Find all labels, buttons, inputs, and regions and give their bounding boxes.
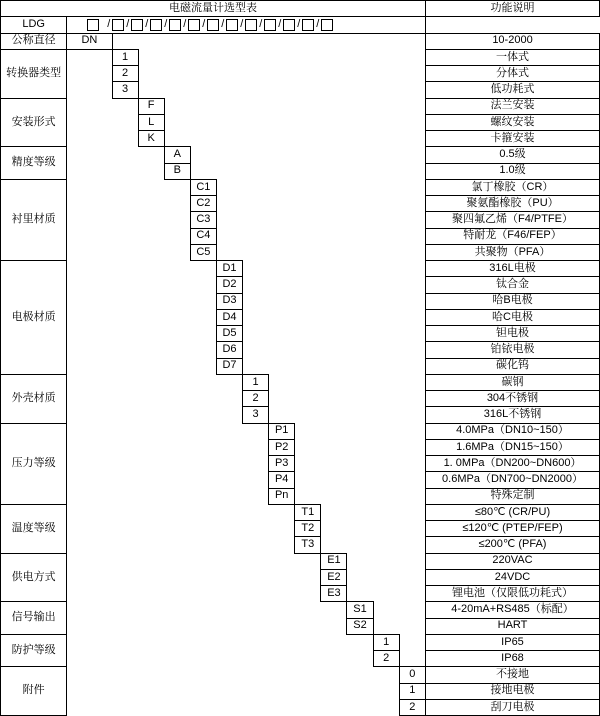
desc-pressure-4: 0.6MPa（DN700~DN2000） <box>426 472 600 488</box>
row-spacer-converter-type-a <box>67 49 112 98</box>
code-slash-4: / <box>164 18 168 30</box>
row-spacer-signal-b1 <box>373 602 425 618</box>
row-spacer-power-a <box>67 553 321 602</box>
row-label-nominal-diameter: 公称直径 <box>1 33 67 49</box>
row-spacer-electrode-b3 <box>243 293 426 309</box>
row-spacer-signal-a <box>67 602 347 635</box>
row-spacer-protection-a <box>67 634 373 667</box>
row-label-converter-type: 转换器类型 <box>1 49 67 98</box>
desc-power-3: 锂电池（仅限低功耗式） <box>426 586 600 602</box>
code-box-11 <box>283 19 295 31</box>
code-electrode-4: D4 <box>216 309 242 325</box>
row-spacer-power-b2 <box>347 569 426 585</box>
desc-converter-type-2: 分体式 <box>426 66 600 82</box>
code-lining-2: C2 <box>190 196 216 212</box>
desc-pressure-5: 特殊定制 <box>426 488 600 504</box>
row-spacer-install-b2 <box>164 114 425 130</box>
code-box-13 <box>321 19 333 31</box>
row-spacer-nominal-diameter <box>112 33 426 49</box>
code-install-type-3: K <box>138 131 164 147</box>
row-protection-1 <box>1 634 600 650</box>
row-spacer-electrode-b6 <box>243 342 426 358</box>
code-electrode-3: D3 <box>216 293 242 309</box>
row-label-install-type: 安装形式 <box>1 98 67 147</box>
row-spacer-protection-b1 <box>399 634 425 650</box>
code-lining-5: C5 <box>190 244 216 260</box>
code-pressure-1: P1 <box>269 423 295 439</box>
desc-lining-3: 聚四氟乙烯（F4/PTFE） <box>426 212 600 228</box>
model-code-row <box>1 17 600 33</box>
code-slash-6: / <box>202 18 206 30</box>
row-temperature-1 <box>1 504 600 520</box>
row-accuracy-1 <box>1 147 600 163</box>
row-spacer-accuracy-b1 <box>190 147 425 163</box>
code-accessory-2: 1 <box>399 683 425 699</box>
desc-temperature-3: ≤200℃ (PFA) <box>426 537 600 553</box>
code-slash-5: / <box>183 18 187 30</box>
code-electrode-5: D5 <box>216 326 242 342</box>
row-spacer-install-b3 <box>164 131 425 147</box>
code-slash-8: / <box>240 18 244 30</box>
row-spacer-housing-b2 <box>269 391 426 407</box>
code-signal-1: S1 <box>347 602 373 618</box>
row-spacer-pressure-b4 <box>295 472 426 488</box>
row-spacer-lining-a <box>67 179 191 260</box>
code-box-12 <box>302 19 314 31</box>
desc-power-1: 220VAC <box>426 553 600 569</box>
code-box-9 <box>245 19 257 31</box>
row-label-protection: 防护等级 <box>1 634 67 667</box>
row-spacer-pressure-b2 <box>295 439 426 455</box>
code-temperature-3: T3 <box>295 537 321 553</box>
code-lining-1: C1 <box>190 179 216 195</box>
row-power-1 <box>1 553 600 569</box>
code-slash-11: / <box>297 18 301 30</box>
row-spacer-housing-b3 <box>269 407 426 423</box>
row-spacer-electrode-b4 <box>243 309 426 325</box>
code-converter-type-1: 1 <box>112 49 138 65</box>
code-housing-3: 3 <box>243 407 269 423</box>
row-signal-1 <box>1 602 600 618</box>
row-spacer-electrode-b5 <box>243 326 426 342</box>
desc-electrode-1: 316L电极 <box>426 261 600 277</box>
desc-electrode-4: 哈C电极 <box>426 309 600 325</box>
code-pressure-4: P4 <box>269 472 295 488</box>
row-spacer-lining-b1 <box>216 179 425 195</box>
row-spacer-temperature-b3 <box>321 537 426 553</box>
desc-temperature-1: ≤80℃ (CR/PU) <box>426 504 600 520</box>
row-spacer-housing-b1 <box>269 374 426 390</box>
desc-accuracy-1: 0.5级 <box>426 147 600 163</box>
code-signal-2: S2 <box>347 618 373 634</box>
row-spacer-temperature-a <box>67 504 295 553</box>
row-spacer-electrode-b2 <box>243 277 426 293</box>
desc-accuracy-2: 1.0级 <box>426 163 600 179</box>
code-power-2: E2 <box>321 569 347 585</box>
desc-electrode-2: 钛合金 <box>426 277 600 293</box>
desc-electrode-6: 铂铱电极 <box>426 342 600 358</box>
code-box-5 <box>169 19 181 31</box>
desc-electrode-5: 钽电极 <box>426 326 600 342</box>
desc-install-type-2: 螺纹安装 <box>426 114 600 130</box>
desc-housing-2: 304不锈钢 <box>426 391 600 407</box>
code-box-3 <box>131 19 143 31</box>
code-slash-9: / <box>259 18 263 30</box>
row-desc-nominal-diameter: 10-2000 <box>426 33 600 49</box>
code-accessory-1: 0 <box>399 667 425 683</box>
row-spacer-power-b1 <box>347 553 426 569</box>
code-pressure-3: P3 <box>269 456 295 472</box>
row-spacer-pressure-b5 <box>295 488 426 504</box>
code-protection-1: 1 <box>373 634 399 650</box>
desc-lining-2: 聚氨酯橡胶（PU） <box>426 196 600 212</box>
desc-electrode-7: 碳化钨 <box>426 358 600 374</box>
desc-protection-2: IP68 <box>426 651 600 667</box>
desc-housing-1: 碳钢 <box>426 374 600 390</box>
row-spacer-pressure-b1 <box>295 423 426 439</box>
desc-install-type-3: 卡箍安装 <box>426 131 600 147</box>
code-box-8 <box>226 19 238 31</box>
desc-protection-1: IP65 <box>426 634 600 650</box>
code-slash-1: / <box>107 18 111 30</box>
model-code-desc-spacer <box>426 17 600 33</box>
row-lining-1 <box>1 179 600 195</box>
code-slash-10: / <box>278 18 282 30</box>
model-prefix: LDG <box>1 17 67 33</box>
row-spacer-lining-b4 <box>216 228 425 244</box>
row-nominal-diameter <box>1 33 600 49</box>
row-label-accuracy: 精度等级 <box>1 147 67 180</box>
row-spacer-housing-a <box>67 374 243 423</box>
row-spacer-converter-type-b2 <box>138 66 425 82</box>
desc-signal-2: HART <box>426 618 600 634</box>
row-spacer-electrode-b1 <box>243 261 426 277</box>
code-electrode-6: D6 <box>216 342 242 358</box>
code-pressure-2: P2 <box>269 439 295 455</box>
row-label-housing: 外壳材质 <box>1 374 67 423</box>
code-converter-type-2: 2 <box>112 66 138 82</box>
row-code-dn: DN <box>67 33 112 49</box>
desc-pressure-2: 1.6MPa（DN15~150） <box>426 439 600 455</box>
code-install-type-2: L <box>138 114 164 130</box>
row-spacer-accessory-a <box>67 667 399 716</box>
row-spacer-power-b3 <box>347 586 426 602</box>
desc-housing-3: 316L不锈钢 <box>426 407 600 423</box>
code-lining-4: C4 <box>190 228 216 244</box>
code-slash-7: / <box>221 18 225 30</box>
desc-accessory-3: 刮刀电极 <box>426 699 600 715</box>
row-label-pressure: 压力等级 <box>1 423 67 504</box>
row-spacer-pressure-b3 <box>295 456 426 472</box>
row-spacer-lining-b5 <box>216 244 425 260</box>
row-spacer-electrode-a <box>67 261 217 375</box>
code-box-10 <box>264 19 276 31</box>
code-housing-1: 1 <box>243 374 269 390</box>
row-label-temperature: 温度等级 <box>1 504 67 553</box>
code-accuracy-2: B <box>164 163 190 179</box>
code-power-3: E3 <box>321 586 347 602</box>
table-title: 电磁流量计选型表 <box>1 1 426 17</box>
code-temperature-2: T2 <box>295 521 321 537</box>
desc-lining-4: 特耐龙（F46/FEP） <box>426 228 600 244</box>
row-spacer-signal-b2 <box>373 618 425 634</box>
row-pressure-1 <box>1 423 600 439</box>
row-spacer-converter-type-b3 <box>138 82 425 98</box>
code-slash-2: / <box>126 18 130 30</box>
row-spacer-electrode-b7 <box>243 358 426 374</box>
desc-install-type-1: 法兰安装 <box>426 98 600 114</box>
code-install-type-1: F <box>138 98 164 114</box>
table-header-row <box>1 1 600 17</box>
row-spacer-pressure-a <box>67 423 269 504</box>
desc-power-2: 24VDC <box>426 569 600 585</box>
row-spacer-converter-type-b1 <box>138 49 425 65</box>
desc-accessory-1: 不接地 <box>426 667 600 683</box>
desc-electrode-3: 哈B电极 <box>426 293 600 309</box>
code-pressure-5: Pn <box>269 488 295 504</box>
code-power-1: E1 <box>321 553 347 569</box>
row-label-lining: 衬里材质 <box>1 179 67 260</box>
code-box-6 <box>188 19 200 31</box>
row-label-accessory: 附件 <box>1 667 67 716</box>
code-box-4 <box>150 19 162 31</box>
code-lining-3: C3 <box>190 212 216 228</box>
desc-converter-type-3: 低功耗式 <box>426 82 600 98</box>
code-box-2 <box>112 19 124 31</box>
model-code-boxes <box>67 17 426 33</box>
row-spacer-protection-b2 <box>399 651 425 667</box>
row-electrode-1 <box>1 261 600 277</box>
code-box-7 <box>207 19 219 31</box>
code-temperature-1: T1 <box>295 504 321 520</box>
desc-converter-type-1: 一体式 <box>426 49 600 65</box>
row-housing-1 <box>1 374 600 390</box>
row-accessory-1 <box>1 667 600 683</box>
code-electrode-7: D7 <box>216 358 242 374</box>
row-label-power: 供电方式 <box>1 553 67 602</box>
code-converter-type-3: 3 <box>112 82 138 98</box>
desc-pressure-1: 4.0MPa（DN10~150） <box>426 423 600 439</box>
row-spacer-lining-b3 <box>216 212 425 228</box>
desc-accessory-2: 接地电极 <box>426 683 600 699</box>
row-label-signal: 信号输出 <box>1 602 67 635</box>
code-electrode-2: D2 <box>216 277 242 293</box>
code-box-1 <box>87 19 99 31</box>
row-spacer-accuracy-a <box>67 147 164 180</box>
row-spacer-install-a <box>67 98 138 147</box>
code-electrode-1: D1 <box>216 261 242 277</box>
code-accessory-3: 2 <box>399 699 425 715</box>
desc-temperature-2: ≤120℃ (PTEP/FEP) <box>426 521 600 537</box>
row-install-type-1 <box>1 98 600 114</box>
function-desc-header: 功能说明 <box>426 1 600 17</box>
desc-signal-1: 4-20mA+RS485（标配） <box>426 602 600 618</box>
row-spacer-accuracy-b2 <box>190 163 425 179</box>
row-label-electrode: 电极材质 <box>1 261 67 375</box>
desc-lining-5: 共聚物（PFA） <box>426 244 600 260</box>
row-converter-type-1 <box>1 49 600 65</box>
desc-pressure-3: 1. 0MPa（DN200~DN600） <box>426 456 600 472</box>
code-slash-12: / <box>316 18 320 30</box>
code-accuracy-1: A <box>164 147 190 163</box>
row-spacer-temperature-b2 <box>321 521 426 537</box>
code-protection-2: 2 <box>373 651 399 667</box>
row-spacer-install-b1 <box>164 98 425 114</box>
row-spacer-lining-b2 <box>216 196 425 212</box>
desc-lining-1: 氯丁橡胶（CR） <box>426 179 600 195</box>
code-slash-3: / <box>145 18 149 30</box>
code-housing-2: 2 <box>243 391 269 407</box>
row-spacer-temperature-b1 <box>321 504 426 520</box>
